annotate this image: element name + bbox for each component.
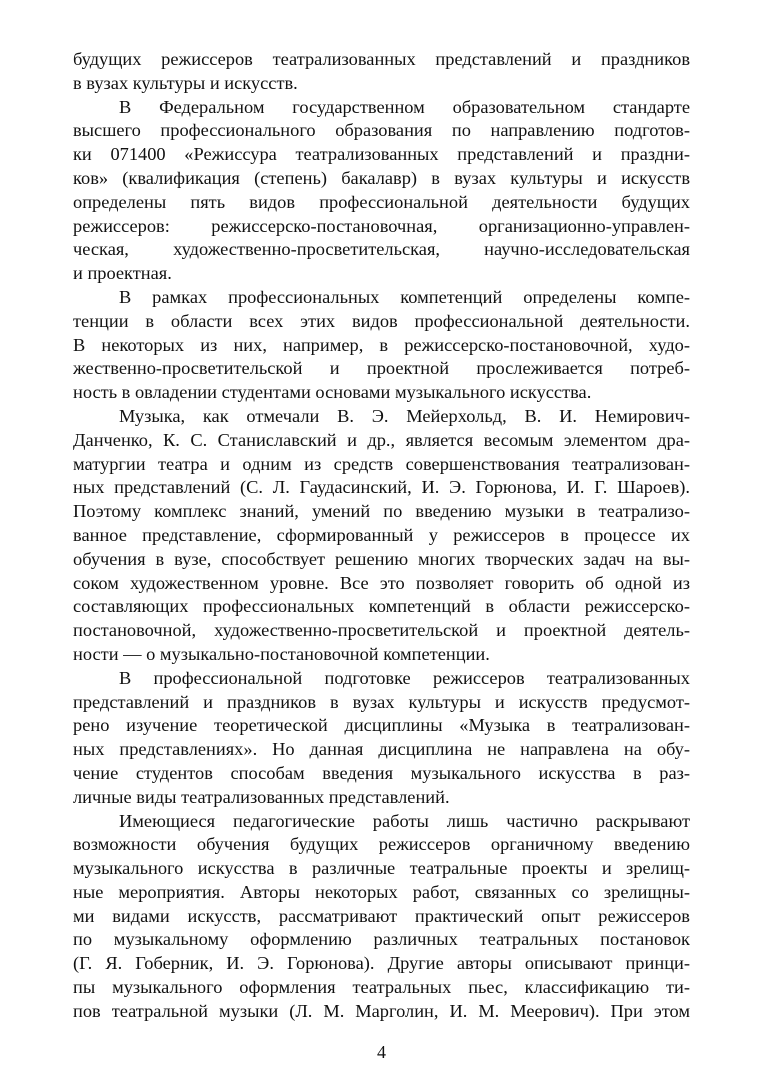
text-line: будущих режиссеров театрализованных представлений и праздников (73, 49, 690, 69)
text-line: ки 071400 «Режиссура театрализованных представлений и праздни- (73, 144, 690, 165)
text-line: ми видами искусств, рассматривают практический опыт режиссеров (73, 905, 690, 926)
text-line: матургии театра и одним из средств совершенствования театрализован- (73, 453, 690, 474)
text-line: высшего профессионального образования по направлению подготов- (73, 120, 690, 141)
text-line: в вузах культуры и искусств. (73, 72, 298, 93)
text-line: тенции в области всех этих видов профессиональной деятельности. (73, 310, 690, 331)
text-line: и проектная. (73, 263, 172, 284)
text-line: рено изучение теоретической дисциплины «Музыка в театрализован- (73, 715, 690, 736)
text-line: ков» (квалификация (степень) бакалавр) в вузах культуры и искусств (73, 167, 690, 188)
text-line: составляющих профессиональных компетенций в области режиссерско- (73, 596, 690, 617)
text-line: ных представлений (С. Л. Гаудасинский, И. Э. Горюнова, И. Г. Шароев). (73, 477, 690, 498)
text-line: соком художественном уровне. Все это позволяет говорить об одной из (73, 572, 690, 593)
text-line: обучения в вузе, способствует решению многих творческих задач на вы- (73, 548, 690, 569)
text-line: В некоторых из них, например, в режиссерско-постановочной, худо- (73, 334, 690, 355)
text-line: определены пять видов профессиональной деятельности будущих (73, 191, 690, 212)
page-number: 4 (377, 1042, 386, 1062)
text-line: режиссеров: режиссерско-постановочная, организационно-управлен- (73, 215, 690, 236)
text-line: постановочной, художественно-просветительской и проектной деятель- (73, 620, 690, 641)
text-line: пов театральной музыки (Л. М. Марголин, И. М. Меерович). При этом (73, 1000, 690, 1021)
text-line: В профессиональной подготовке режиссеров театрализованных (119, 667, 690, 688)
text-line: представлений и праздников в вузах культуры и искусств предусмот- (73, 691, 690, 712)
text-line: ческая, художественно-просветительская, научно-исследовательская (73, 239, 690, 260)
text-line: по музыкальному оформлению различных театральных постановок (73, 929, 690, 950)
text-line: ные мероприятия. Авторы некоторых работ, связанных со зрелищны- (73, 881, 690, 902)
text-line: музыкального искусства в различные театральные проекты и зрелищ- (73, 858, 690, 879)
text-line: В рамках профессиональных компетенций определены компе- (119, 286, 690, 307)
text-line: пы музыкального оформления театральных пьес, классификацию ти- (73, 977, 690, 998)
text-line: ность в овладении студентами основами музыкального искусства. (73, 382, 592, 403)
text-line: В Федеральном государственном образовательном стандарте (119, 96, 690, 117)
text-line: ности — о музыкально-постановочной компетенции. (73, 643, 490, 664)
text-line: Музыка, как отмечали В. Э. Мейерхольд, В. И. Немирович- (119, 405, 690, 426)
text-line: Имеющиеся педагогические работы лишь частично раскрывают (119, 810, 690, 831)
text-line: возможности обучения будущих режиссеров органичному введению (73, 834, 690, 855)
text-line: ных представлениях». Но данная дисциплина не направлена на обу- (73, 739, 690, 760)
body-text (73, 48, 690, 1024)
text-line: (Г. Я. Гоберник, И. Э. Горюнова). Другие авторы описывают принци- (73, 953, 690, 974)
text-line: чение студентов способам введения музыкального искусства в раз- (73, 762, 690, 783)
text-line: Данченко, К. С. Станиславский и др., является весомым элементом дра- (73, 429, 690, 450)
text-line: ванное представление, сформированный у режиссеров в процессе их (73, 524, 690, 545)
text-line: жественно-просветительской и проектной прослеживается потреб- (73, 358, 690, 379)
text-line: Поэтому комплекс знаний, умений по введению музыки в театрализо- (73, 501, 690, 522)
text-line: личные виды театрализованных представлений. (73, 786, 450, 807)
